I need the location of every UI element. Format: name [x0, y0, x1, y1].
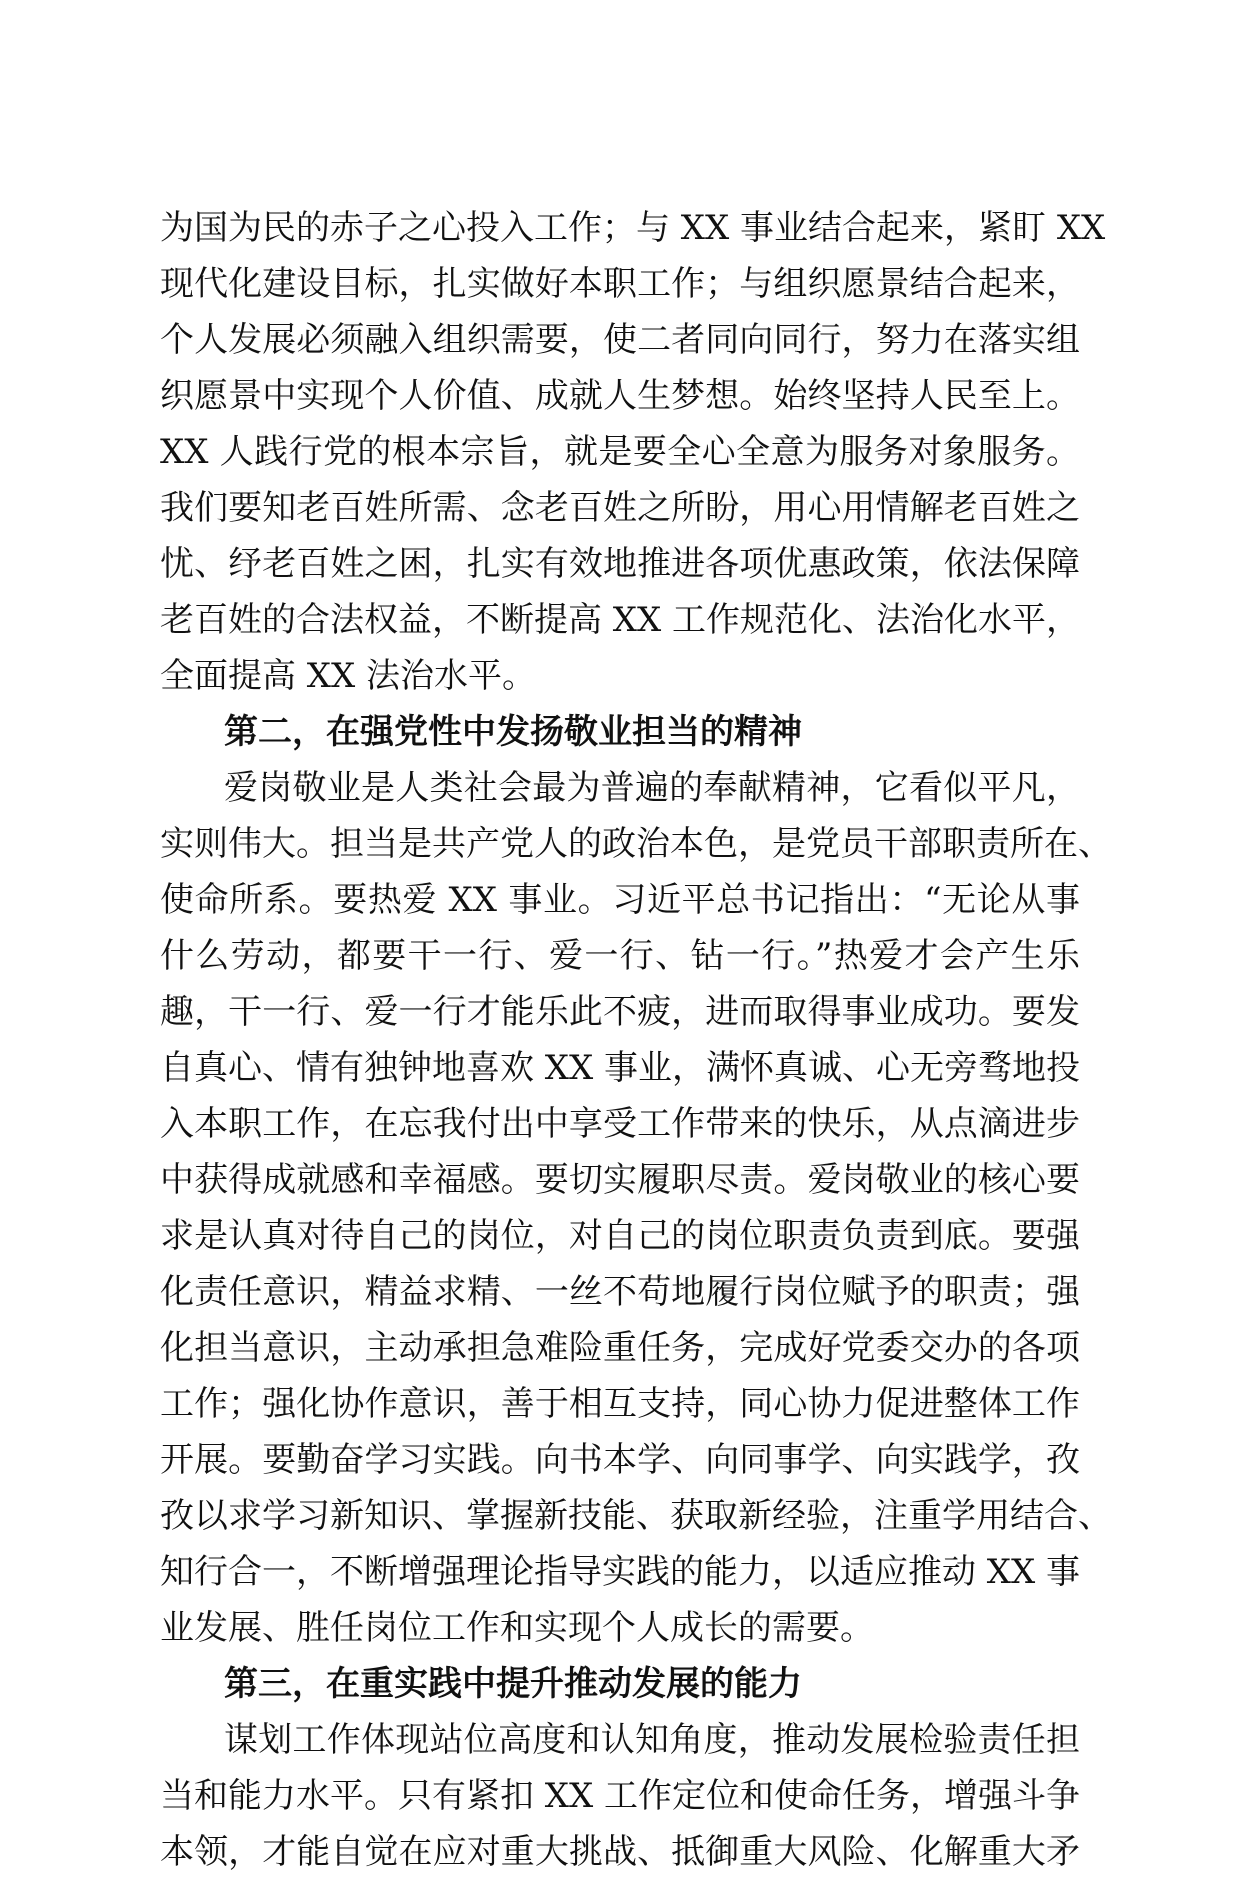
paragraph-line: 什么劳动，都要干一行、爱一行、钻一行。”热爱才会产生乐 [160, 936, 1080, 976]
paragraph-line: 使命所系。要热爱 XX 事业。习近平总书记指出：“无论从事 [160, 880, 1080, 920]
paragraph-line: 化担当意识，主动承担急难险重任务，完成好党委交办的各项 [160, 1328, 1080, 1368]
paragraph-line: 知行合一，不断增强理论指导实践的能力，以适应推动 XX 事 [160, 1552, 1081, 1592]
paragraph-line: 孜以求学习新知识、掌握新技能、获取新经验，注重学用结合、 [160, 1496, 1112, 1536]
paragraph-line: 本领，才能自觉在应对重大挑战、抵御重大风险、化解重大矛 [160, 1832, 1080, 1872]
paragraph-line: XX 人践行党的根本宗旨，就是要全心全意为服务对象服务。 [160, 432, 1080, 472]
paragraph-line: 忧、纾老百姓之困，扎实有效地推进各项优惠政策，依法保障 [160, 544, 1080, 584]
paragraph-line: 爱岗敬业是人类社会最为普遍的奉献精神，它看似平凡， [224, 768, 1080, 808]
paragraph-line: 业发展、胜任岗位工作和实现个人成长的需要。 [160, 1608, 874, 1648]
paragraph-line: 工作；强化协作意识，善于相互支持，同心协力促进整体工作 [160, 1384, 1080, 1424]
paragraph-line: 我们要知老百姓所需、念老百姓之所盼，用心用情解老百姓之 [160, 488, 1080, 528]
document-body [160, 200, 1112, 1880]
paragraph-line: 实则伟大。担当是共产党人的政治本色，是党员干部职责所在、 [160, 824, 1112, 864]
paragraph-line: 化责任意识，精益求精、一丝不苟地履行岗位赋予的职责；强 [160, 1272, 1080, 1312]
section-heading-3: 第三，在重实践中提升推动发展的能力 [224, 1664, 802, 1704]
paragraph-line: 全面提高 XX 法治水平。 [160, 656, 537, 696]
paragraph-line: 现代化建设目标，扎实做好本职工作；与组织愿景结合起来， [160, 264, 1080, 304]
paragraph-line: 开展。要勤奋学习实践。向书本学、向同事学、向实践学，孜 [160, 1440, 1080, 1480]
paragraph-line: 老百姓的合法权益，不断提高 XX 工作规范化、法治化水平， [160, 600, 1081, 640]
paragraph-line: 谋划工作体现站位高度和认知角度，推动发展检验责任担 [224, 1720, 1080, 1760]
paragraph-line: 织愿景中实现个人价值、成就人生梦想。始终坚持人民至上。 [160, 376, 1080, 416]
paragraph-line: 自真心、情有独钟地喜欢 XX 事业，满怀真诚、心无旁骛地投 [160, 1048, 1081, 1088]
paragraph-line: 个人发展必须融入组织需要，使二者同向同行，努力在落实组 [160, 320, 1080, 360]
paragraph-line: 入本职工作，在忘我付出中享受工作带来的快乐，从点滴进步 [160, 1104, 1080, 1144]
paragraph-line: 当和能力水平。只有紧扣 XX 工作定位和使命任务，增强斗争 [160, 1776, 1081, 1816]
section-heading-2: 第二，在强党性中发扬敬业担当的精神 [224, 712, 802, 752]
paragraph-line: 中获得成就感和幸福感。要切实履职尽责。爱岗敬业的核心要 [160, 1160, 1080, 1200]
paragraph-line: 趣，干一行、爱一行才能乐此不疲，进而取得事业成功。要发 [160, 992, 1080, 1032]
paragraph-line: 为国为民的赤子之心投入工作；与 XX 事业结合起来，紧盯 XX [160, 208, 1106, 248]
paragraph-line: 求是认真对待自己的岗位，对自己的岗位职责负责到底。要强 [160, 1216, 1080, 1256]
